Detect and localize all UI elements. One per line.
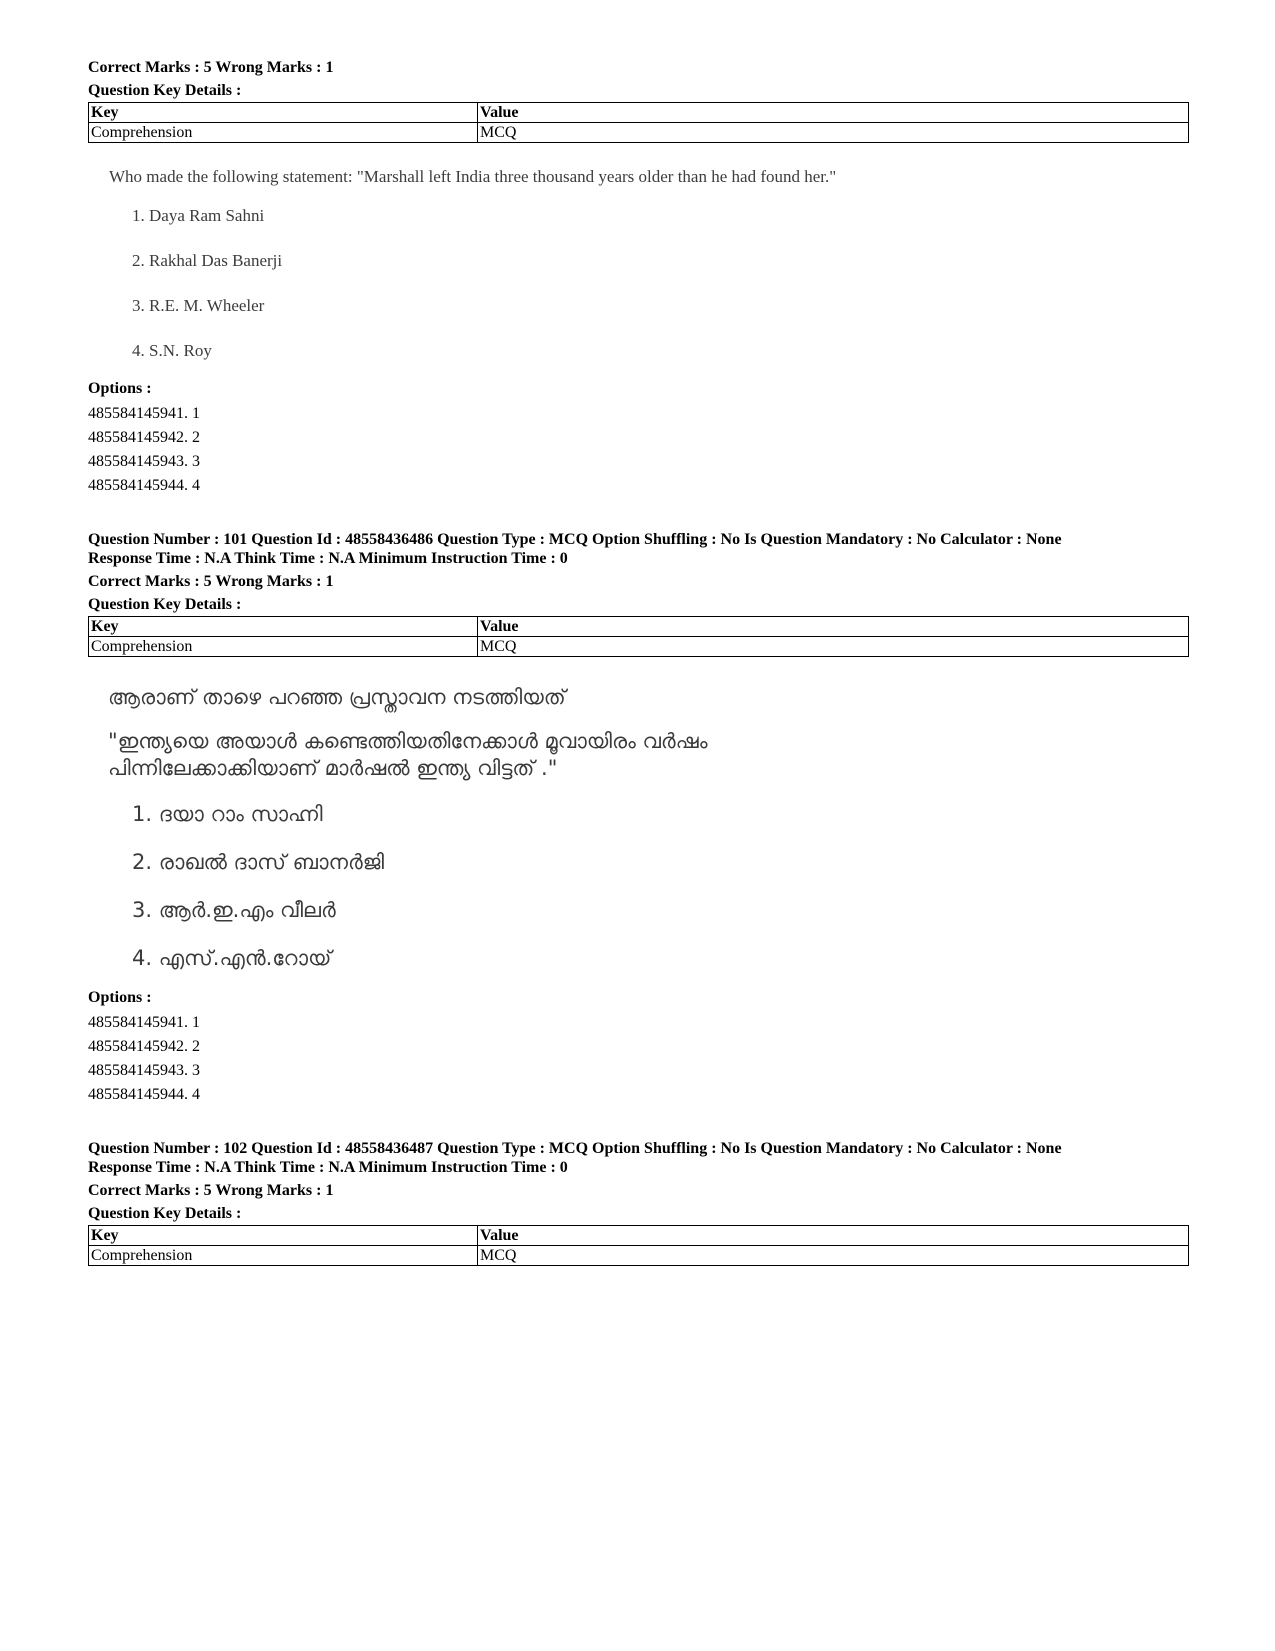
- option-item: 485584145944. 4: [88, 477, 200, 494]
- value-cell: MCQ: [478, 637, 1189, 657]
- choice-list: [132, 800, 1188, 972]
- key-header: Key: [89, 1226, 478, 1246]
- choice-item: 2. Rakhal Das Banerji: [132, 251, 283, 270]
- choice-item: 4. S.N. Roy: [132, 341, 212, 360]
- question-text: Who made the following statement: "Marshall left India three thousand years older than he had found her.": [109, 167, 837, 186]
- key-cell: Comprehension: [89, 1246, 478, 1266]
- option-item: 485584145941. 1: [88, 405, 200, 422]
- marks-line: Correct Marks : 5 Wrong Marks : 1: [88, 1182, 334, 1199]
- key-details-table: [88, 1225, 1189, 1266]
- table-row: [89, 1246, 1189, 1266]
- table-row: [89, 637, 1189, 657]
- question-block-102: [88, 1139, 1188, 1266]
- options-list: [88, 402, 1188, 498]
- options-label: Options :: [88, 989, 152, 1006]
- value-cell: MCQ: [478, 123, 1189, 143]
- choice-item: 1. ദയാ റാം സാഹ്നി: [132, 802, 323, 826]
- choice-list: [132, 205, 1188, 361]
- value-header: Value: [478, 617, 1189, 637]
- key-header: Key: [89, 617, 478, 637]
- key-details-label: Question Key Details :: [88, 596, 242, 613]
- question-text: ആരാണ് താഴെ പറഞ്ഞ പ്രസ്താവന നടത്തിയത്: [108, 685, 566, 709]
- key-cell: Comprehension: [89, 123, 478, 143]
- option-item: 485584145944. 4: [88, 1086, 200, 1103]
- choice-item: 2. രാഖൽ ദാസ് ബാനർജി: [132, 850, 385, 874]
- option-item: 485584145941. 1: [88, 1014, 200, 1031]
- choice-item: 1. Daya Ram Sahni: [132, 206, 265, 225]
- table-row: [89, 123, 1189, 143]
- key-header: Key: [89, 103, 478, 123]
- choice-item: 4. എസ്.എൻ.റോയ്: [132, 946, 332, 970]
- options-list: [88, 1011, 1188, 1107]
- question-text-line: പിന്നിലേക്കാക്കിയാണ് മാർഷൽ ഇന്ത്യ വിട്ടത് .": [108, 756, 558, 780]
- value-header: Value: [478, 1226, 1189, 1246]
- option-item: 485584145942. 2: [88, 1038, 200, 1055]
- key-details-table: [88, 102, 1189, 143]
- choice-item: 3. R.E. M. Wheeler: [132, 296, 265, 315]
- table-header-row: [89, 103, 1189, 123]
- question-text: [108, 728, 1188, 782]
- question-header-line1: Question Number : 101 Question Id : 48558436486 Question Type : MCQ Option Shuffling : No Is Question Mandatory : No Calculator : None: [88, 531, 1062, 548]
- question-text-line: "ഇന്ത്യയെ അയാൾ കണ്ടെത്തിയതിനേക്കാൾ മൂവായിരം വർഷം: [108, 729, 708, 753]
- options-label: Options :: [88, 380, 152, 397]
- question-header-line2: Response Time : N.A Think Time : N.A Minimum Instruction Time : 0: [88, 550, 568, 567]
- marks-line: Correct Marks : 5 Wrong Marks : 1: [88, 573, 334, 590]
- table-header-row: [89, 617, 1189, 637]
- marks-line: Correct Marks : 5 Wrong Marks : 1: [88, 59, 334, 76]
- key-details-label: Question Key Details :: [88, 82, 242, 99]
- value-cell: MCQ: [478, 1246, 1189, 1266]
- key-details-label: Question Key Details :: [88, 1205, 242, 1222]
- question-image-malayalam: [88, 685, 1188, 972]
- table-header-row: [89, 1226, 1189, 1246]
- document-page: [88, 58, 1188, 1266]
- option-item: 485584145943. 3: [88, 1062, 200, 1079]
- question-header-line2: Response Time : N.A Think Time : N.A Minimum Instruction Time : 0: [88, 1159, 568, 1176]
- question-block-top: [88, 58, 1188, 498]
- choice-item: 3. ആർ.ഇ.എം വീലർ: [132, 898, 336, 922]
- question-header-line1: Question Number : 102 Question Id : 48558436487 Question Type : MCQ Option Shuffling : No Is Question Mandatory : No Calculator : None: [88, 1140, 1062, 1157]
- option-item: 485584145943. 3: [88, 453, 200, 470]
- question-block-101: [88, 530, 1188, 1107]
- option-item: 485584145942. 2: [88, 429, 200, 446]
- key-details-table: [88, 616, 1189, 657]
- value-header: Value: [478, 103, 1189, 123]
- key-cell: Comprehension: [89, 637, 478, 657]
- question-image-english: [88, 167, 1188, 361]
